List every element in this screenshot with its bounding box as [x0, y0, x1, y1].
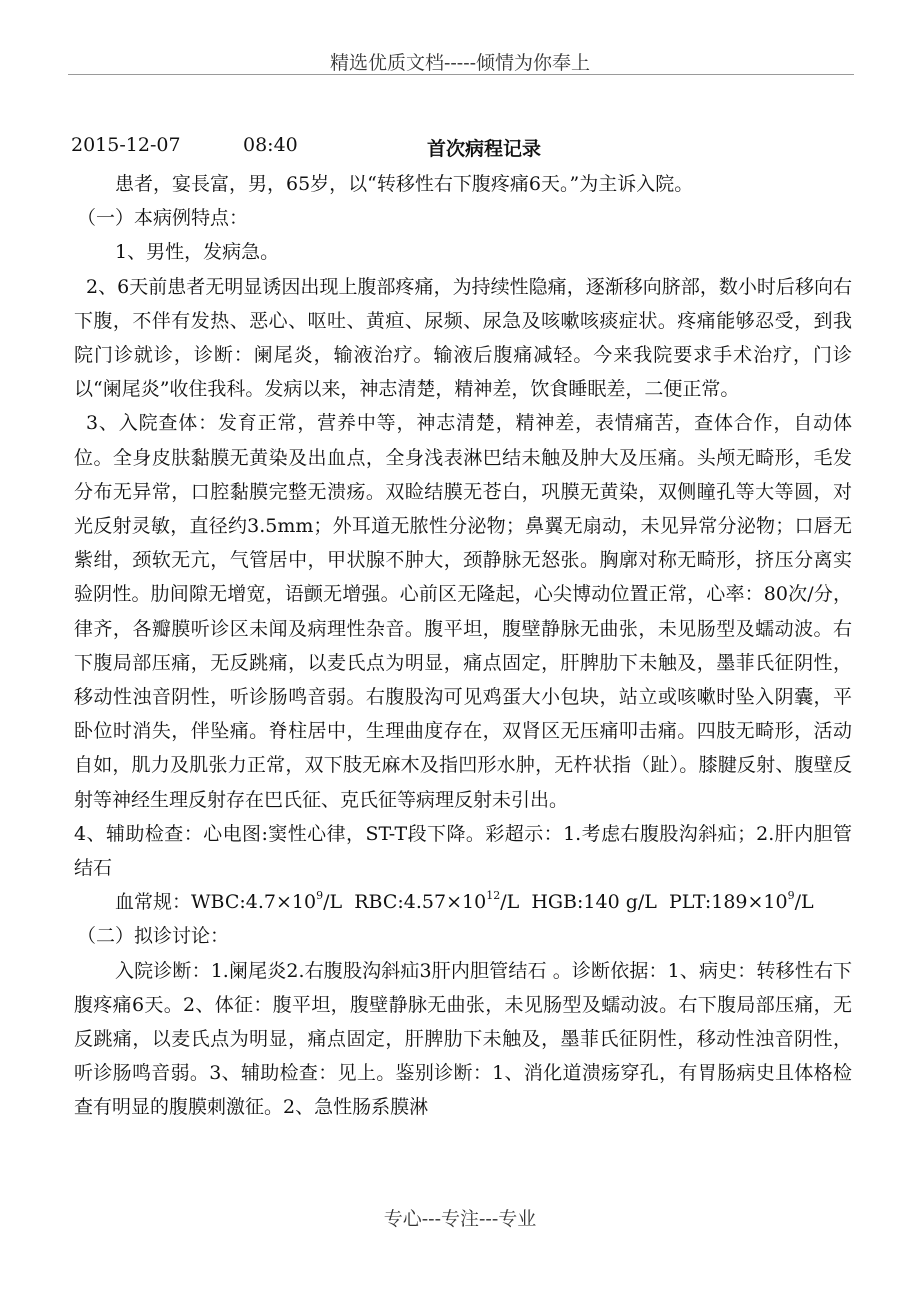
rbc-value: RBC:4.57×10: [354, 891, 487, 914]
feature-item-1: 1、男性，发病急。: [115, 241, 280, 264]
section-heading-discussion: （二）拟诊讨论：: [77, 925, 230, 948]
page-header: 精选优质文档-----倾情为你奉上: [329, 52, 591, 74]
diagnosis-paragraph: 入院诊断：1.阑尾炎2.右腹股沟斜疝3肝内胆管结石 。诊断依据：1、病史：转移性右下腹疼痛6天。2、体征：腹平坦，腹壁静脉无曲张，未见肠型及蠕动波。右下腹局部压痛，无反跳痛，以麦氏点为明显，痛点固定，肝脾肋下未触及，墨菲氏征阴性，移动性浊音阴性，听诊肠鸣音弱。3、辅助检查：见上。鉴别诊断：1、消化道溃疡穿孔，有胃肠病史且体格检查有明显的腹膜刺激征。2、急性肠系膜淋: [74, 959, 852, 1119]
record-time: 08:40: [243, 134, 298, 156]
patient-intro: 患者，宴長富，男，65岁，以“转移性右下腹疼痛6天。”为主诉入院。: [115, 173, 694, 195]
plt-value: PLT:189×10: [669, 891, 788, 914]
blood-label: 血常规：: [115, 891, 192, 914]
hgb-value: HGB:140 g/L: [531, 891, 669, 914]
physical-exam-paragraph: 3、入院查体：发育正常，营养中等，神志清楚，精神差，表情痛苦，查体合作，自动体位。全身皮肤黏膜无黄染及出血点，全身浅表淋巴结未触及肿大及压痛。头颅无畸形，毛发分布无异常，口腔黏膜完整无溃疡。双睑结膜无苍白，巩膜无黄染，双侧瞳孔等大等圆，对光反射灵敏，直径约3.5mm；外耳道无脓性分泌物；鼻翼无扇动，未见异常分泌物；口唇无紫绀，颈软无亢，气管居中，甲状腺不肿大，颈静脉无怒张。胸廓对称无畸形，挤压分离实验阴性。肋间隙无增宽，语颤无增强。心前区无隆起，心尖博动位置正常，心率：80次/分，律齐，各瓣膜听诊区未闻及病理性杂音。腹平坦，腹壁静脉无曲张，未见肠型及蠕动波。右下腹局部压痛，无反跳痛，以麦氏点为明显，痛点固定，肝脾肋下未触及，墨菲氏征阴性，移动性浊音阴性，听诊肠鸣音弱。右腹股沟可见鸡蛋大小包块，站立或咳嗽时坠入阴囊，平卧位时消失，伴坠痛。脊柱居中，生理曲度存在，双肾区无压痛叩击痛。四肢无畸形，活动自如，肌力及肌张力正常，双下肢无麻木及指凹形水肿，无杵状指（趾）。膝腱反射、腹壁反射等神经生理反射存在巴氏征、克氏征等病理反射未引出。: [74, 412, 852, 811]
auxiliary-exam-paragraph: 4、辅助检查：心电图:窦性心律，ST-T段下降。彩超示：1.考虑右腹股沟斜疝；2.肝内胆管结石: [74, 822, 852, 880]
plt-unit: /L: [794, 891, 814, 914]
rbc-exponent: 12: [486, 888, 501, 902]
record-date: 2015-12-07: [71, 134, 181, 156]
section-heading-case-features: （一）本病例特点：: [77, 207, 249, 230]
history-paragraph: 2、6天前患者无明显诱因出现上腹部疼痛，为持续性隐痛，逐渐移向脐部，数小时后移向右下腹，不伴有发热、恶心、呕吐、黄疸、尿频、尿急及咳嗽咳痰症状。疼痛能够忍受，到我院门诊就诊，诊断：阑尾炎，输液治疗。输液后腹痛减轻。今来我院要求手术治疗，门诊以“阑尾炎”收住我科。发病以来，神志清楚，精神差，饮食睡眠差，二便正常。: [74, 275, 852, 401]
wbc-exponent: 9: [316, 888, 324, 902]
rbc-unit: /L: [500, 891, 532, 914]
blood-routine-line: [74, 885, 852, 919]
record-body: [74, 167, 852, 1125]
plt-exponent: 9: [787, 888, 795, 902]
page-footer: 专心---专注---专业: [383, 1208, 537, 1230]
record-title: 首次病程记录: [427, 138, 542, 160]
record-title-row: [71, 134, 851, 162]
wbc-value: WBC:4.7×10: [191, 891, 317, 914]
header-divider: [68, 74, 854, 75]
wbc-unit: /L: [323, 891, 355, 914]
